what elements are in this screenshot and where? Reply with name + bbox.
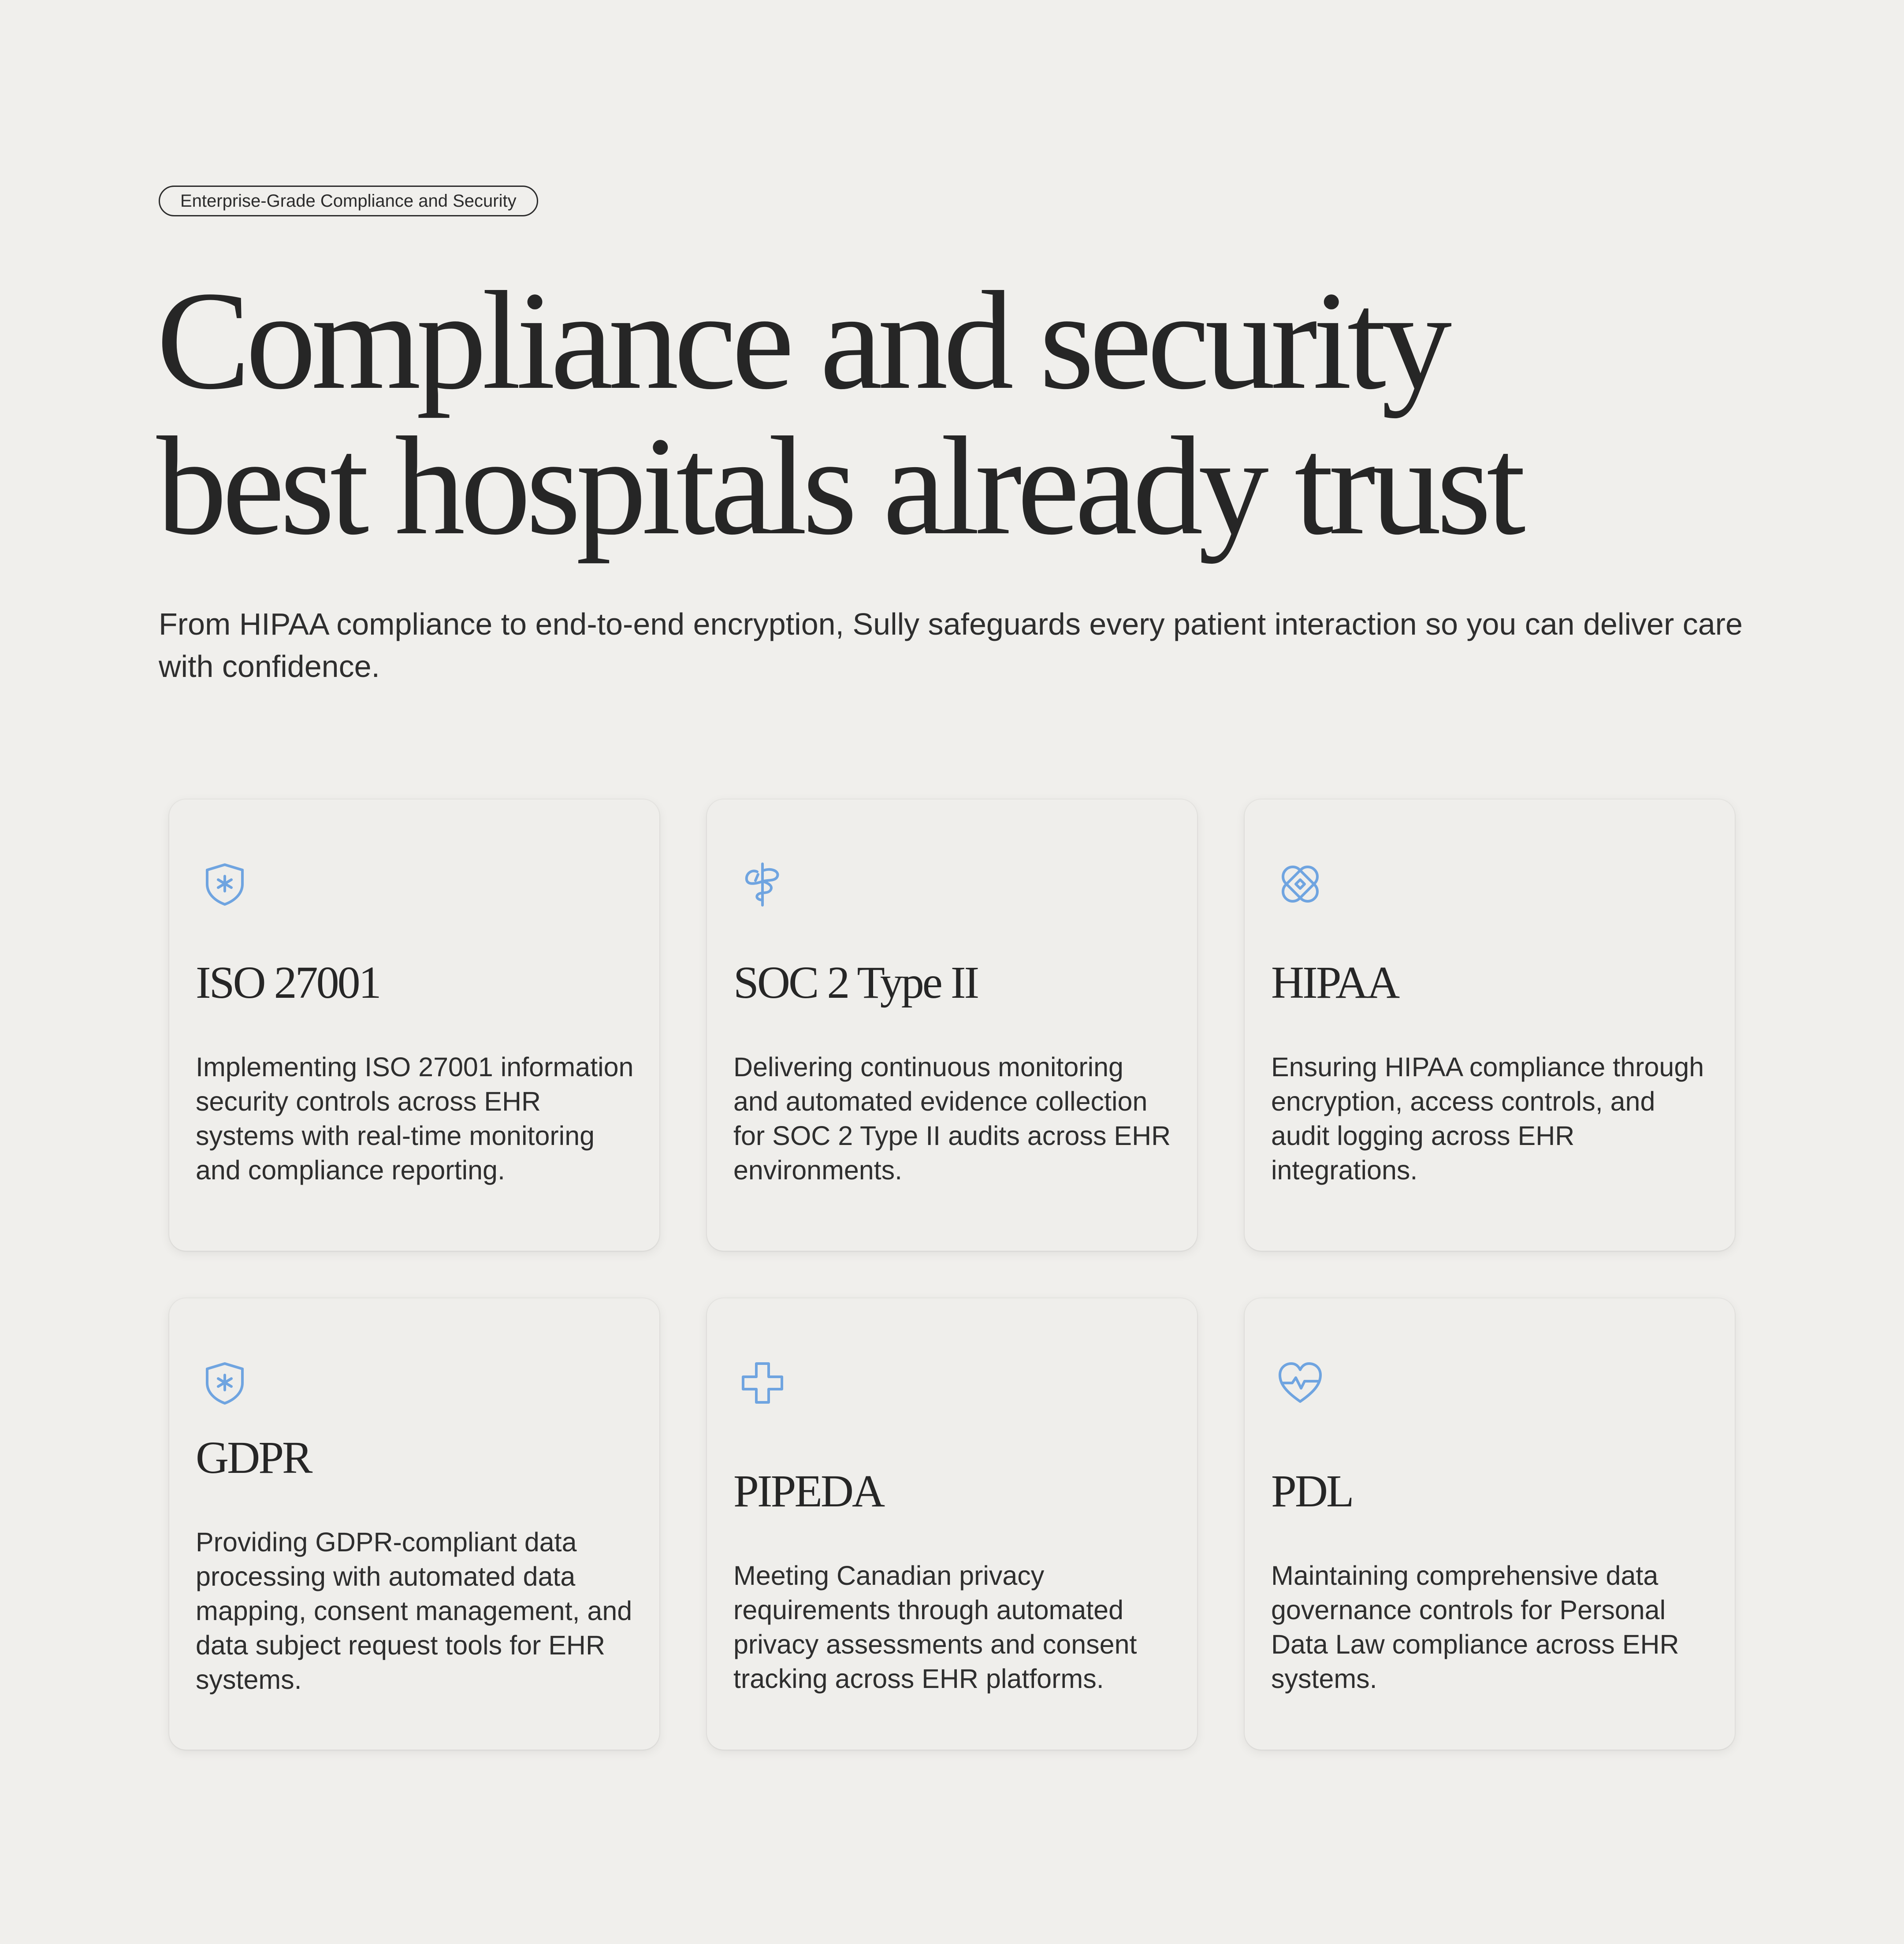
card-description: Meeting Canadian privacy requirements through automated privacy assessments and consent tracking across EHR platforms. — [733, 1561, 1137, 1694]
headline-line-2: best hospitals already trust — [156, 408, 1521, 564]
card-pdl — [1245, 1298, 1735, 1750]
card-description: Implementing ISO 27001 information security controls across EHR systems with real-time monitoring and compliance reporting. — [196, 1052, 634, 1185]
card-gdpr — [169, 1298, 659, 1750]
card-hipaa — [1245, 799, 1735, 1251]
card-title: ISO 27001 — [196, 957, 380, 1008]
card-description: Providing GDPR-compliant data processing with automated data mapping, consent management, and data subject request tools for EHR systems. — [196, 1527, 632, 1695]
shield-star-icon — [202, 1360, 248, 1406]
card-soc-2-type-ii — [707, 799, 1197, 1251]
card-title: SOC 2 Type II — [733, 957, 978, 1008]
medical-cross-icon — [740, 1360, 785, 1406]
card-title: HIPAA — [1271, 957, 1398, 1008]
card-title: PIPEDA — [733, 1466, 884, 1517]
page-subheadline: From HIPAA compliance to end-to-end encryption, Sully safeguards every patient interaction so you can deliver care with confidence. — [159, 607, 1743, 684]
card-description: Ensuring HIPAA compliance through encryption, access controls, and audit logging across EHR integrations. — [1271, 1052, 1704, 1185]
page-headline — [156, 263, 1787, 564]
shield-star-icon — [202, 861, 248, 907]
heart-pulse-icon — [1277, 1360, 1323, 1406]
card-title: GDPR — [196, 1432, 311, 1483]
card-title: PDL — [1271, 1466, 1353, 1517]
card-iso-27001 — [169, 799, 659, 1251]
caduceus-icon — [740, 861, 785, 907]
headline-line-1: Compliance and security — [156, 263, 1447, 419]
bandage-icon — [1277, 861, 1323, 907]
compliance-cards-grid — [169, 799, 1735, 1750]
card-description: Delivering continuous monitoring and automated evidence collection for SOC 2 Type II audits across EHR environments. — [733, 1052, 1171, 1185]
card-description: Maintaining comprehensive data governance controls for Personal Data Law compliance across EHR systems. — [1271, 1561, 1679, 1694]
card-pipeda — [707, 1298, 1197, 1750]
section-eyebrow-badge: Enterprise-Grade Compliance and Security — [159, 186, 538, 216]
